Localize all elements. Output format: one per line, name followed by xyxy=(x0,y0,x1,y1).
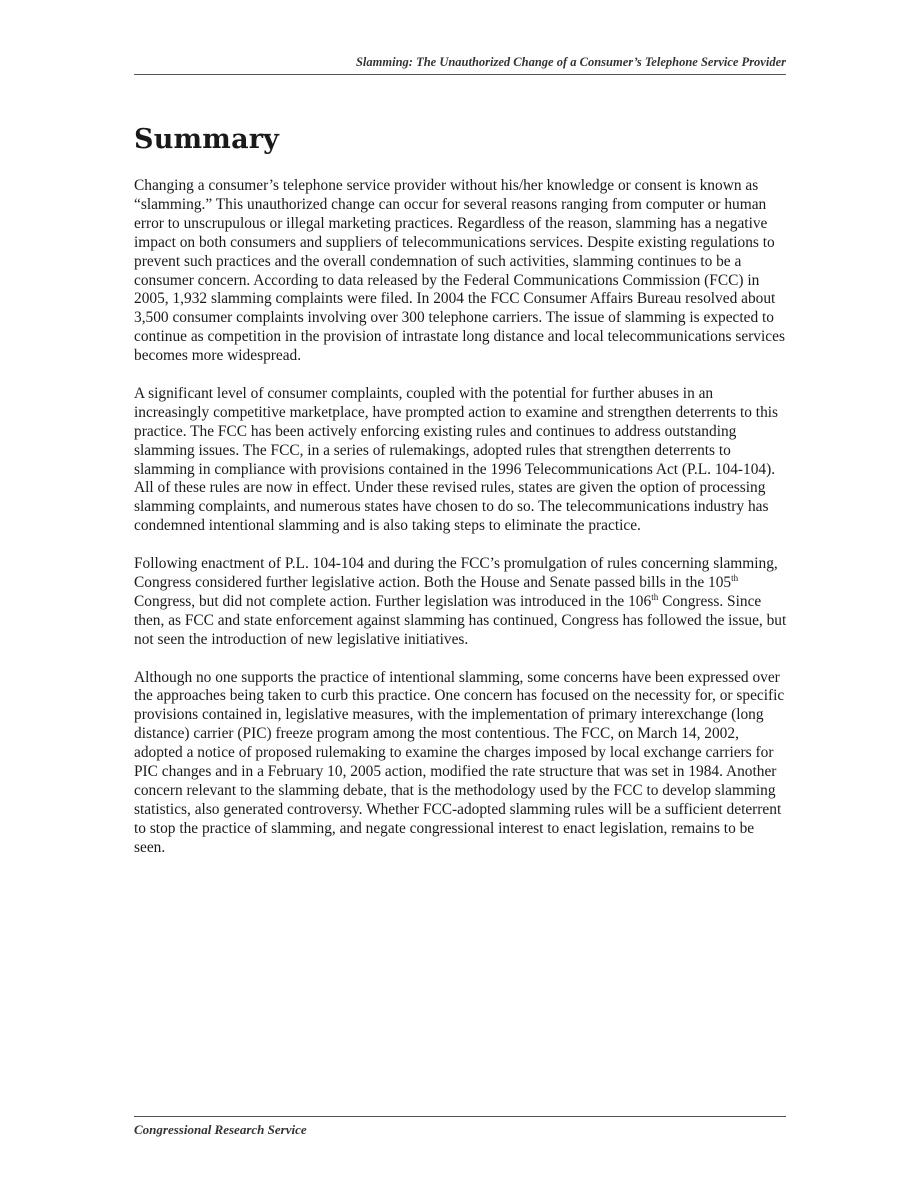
ordinal-suffix: th xyxy=(651,591,659,602)
footer-publisher: Congressional Research Service xyxy=(134,1122,307,1137)
paragraph-3-text-1: Following enactment of P.L. 104-104 and during the FCC’s promulgation of rules concerning slamming, Congress considered further legislative action. Both the House and Senate passed bills in the 105 xyxy=(134,555,778,591)
section-title: Summary xyxy=(134,124,280,155)
paragraph-3-text-3: Congress. Since then, as FCC and state enforcement against slamming has continued, Congress has followed the issue, but not seen the introduction of new legislative initiatives. xyxy=(134,592,787,648)
page-footer xyxy=(134,1116,786,1138)
running-header xyxy=(134,54,786,75)
summary-body xyxy=(134,177,788,876)
summary-paragraph-2: A significant level of consumer complaints, coupled with the potential for further abuses in an increasingly competitive marketplace, have prompted action to examine and strengthen deterrents to this practice. The FCC has been actively enforcing existing rules and continues to address outstanding slamming issues. The FCC, in a series of rulemakings, adopted rules that strengthen deterrents to slamming in compliance with provisions contained in the 1996 Telecommunications Act (P.L. 104-104). All of these rules are now in effect. Under these revised rules, states are given the option of processing slamming complaints, and numerous states have chosen to do so. The telecommunications industry has condemned intentional slamming and is also taking steps to eliminate the practice. xyxy=(134,384,779,535)
summary-paragraph-3 xyxy=(134,555,788,650)
summary-paragraph-1: Changing a consumer’s telephone service provider without his/her knowledge or consent is known as “slamming.” This unauthorized change can occur for several reasons ranging from computer or human error to unscrupulous or illegal marketing practices. Regardless of the reason, slamming has a negative impact on both consumers and suppliers of telecommunications services. Despite existing regulations to prevent such practices and the overall condemnation of such activities, slamming continues to be a consumer concern. According to data released by the Federal Communications Commission (FCC) in 2005, 1,932 slamming complaints were filed. In 2004 the FCC Consumer Affairs Bureau resolved about 3,500 consumer complaints involving over 300 telephone carriers. The issue of slamming is expected to continue as competition in the provision of intrastate long distance and local telecommunications services becomes more widespread. xyxy=(134,177,785,365)
summary-paragraph-4: Although no one supports the practice of intentional slamming, some concerns have been expressed over the approaches being taken to curb this practice. One concern has focused on the necessity for, or specific provisions contained in, legislative measures, with the implementation of primary interexchange (long distance) carrier (PIC) freeze program among the most contentious. The FCC, on March 14, 2002, adopted a notice of proposed rulemaking to examine the charges imposed by local exchange carriers for PIC changes and in a February 10, 2005 action, modified the rate structure that was set in 1984. Another concern relevant to the slamming debate, that is the methodology used by the FCC to develop slamming statistics, also generated controversy. Whether FCC-adopted slamming rules will be a sufficient deterrent to stop the practice of slamming, and negate congressional interest to enact legislation, remains to be seen. xyxy=(134,668,785,856)
paragraph-3-text-2: Congress, but did not complete action. Further legislation was introduced in the 106 xyxy=(134,592,652,610)
ordinal-suffix: th xyxy=(731,573,739,583)
running-header-title: Slamming: The Unauthorized Change of a Consumer’s Telephone Service Provider xyxy=(355,55,786,69)
